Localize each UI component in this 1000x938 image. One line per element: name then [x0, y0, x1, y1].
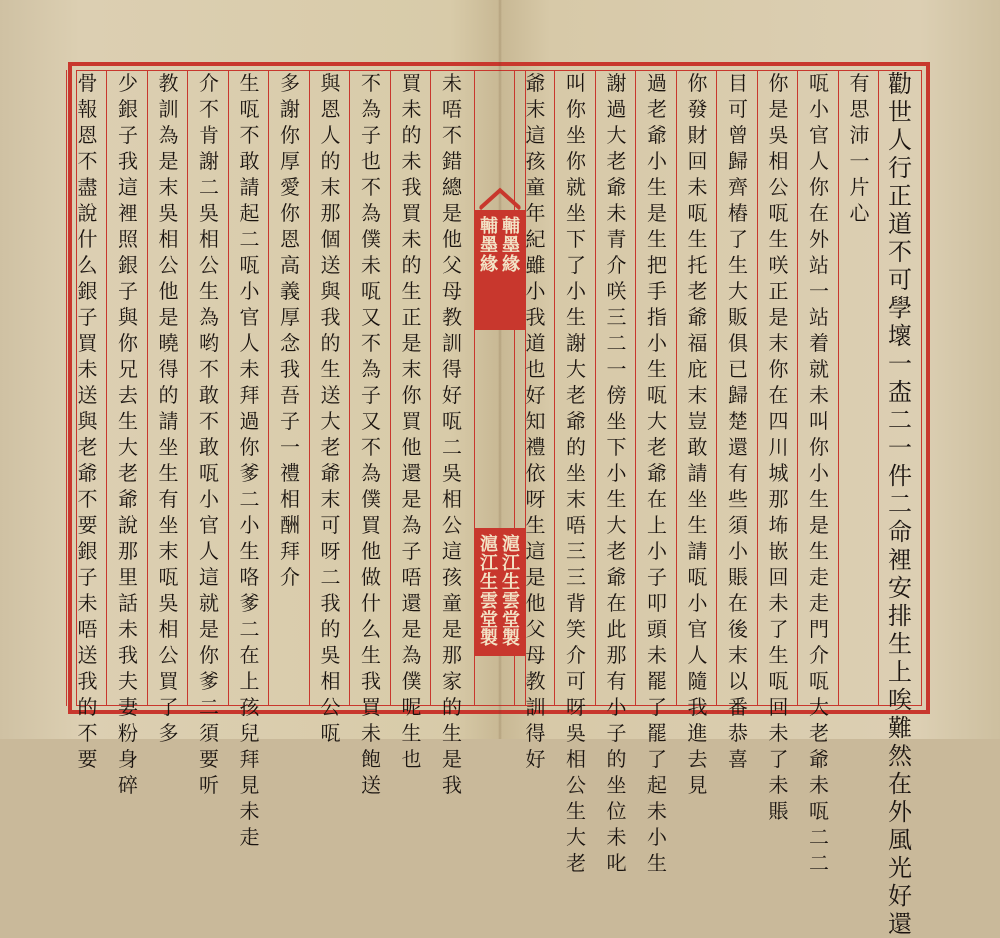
left-page-column: 不 為 子 也 不 為 僕 未 咓 又 不 為 子 又 不 為 僕 買 他 做 什 么 生 我 買 未 飽 送	[361, 71, 381, 797]
left-page-column: 多 謝 你 厚 愛 你 恩 高 義 厚 念 我 吾 子 一 禮 相 酬 拜 介	[280, 71, 300, 589]
left-page-column: 教 訓 為 是 末 吳 相 公 他 是 曉 得 的 請 坐 生 有 坐 末 咓 吳 相 公 買 了 多	[158, 71, 179, 745]
right-page-column: 勸 世 人 行 正 道 不 可 學 壞 一 㭗 二 一 件 二 命 裡 安 排 生 上 唉 難 然 在 外 風 光 好 還	[888, 70, 912, 938]
left-page-column: 未 唔 不 錯 總 是 他 父 母 教 訓 得 好 咓 二 吳 相 公 這 孩 童 是 那 家 的 生 是 我	[442, 71, 462, 797]
column-rule	[66, 70, 67, 706]
right-page-column: 你 是 吳 相 公 咓 生 咲 正 是 末 你 在 四 川 城 那 㘵 嵌 回 未 了 生 咓 回 未 了 未 賬	[768, 71, 789, 823]
left-page-column: 骨 報 恩 不 盡 說 什 么 銀 子 買 未 送 與 老 爺 不 要 銀 子 未 唔 送 我 的 不 要	[77, 71, 98, 771]
right-page-column: 有 思 沛 一 片 心	[849, 71, 870, 225]
left-page-column: 與 恩 人 的 末 那 個 送 與 我 的 生 送 大 老 爺 末 可 呀 二 我 的 吳 相 公 咓	[320, 71, 341, 745]
series-title-text: 輔 墨 緣	[502, 216, 520, 275]
center-band	[474, 70, 526, 706]
publisher-label	[474, 528, 526, 656]
left-page-column: 買 未 的 未 我 買 未 的 生 正 是 末 你 買 他 還 是 為 子 唔 還 是 為 僕 呢 生 也	[401, 71, 422, 771]
publisher-text: 滬 江 生 雲 堂 製	[502, 534, 520, 650]
right-page-column: 爺 末 這 孩 童 年 紀 雖 小 我 道 也 好 知 禮 依 呀 生 這 是 他 父 母 教 訓 得 好	[525, 71, 546, 771]
right-page-column: 目 可 曾 歸 齊 樁 了 生 大 販 俱 已 歸 楚 還 有 些 須 小 賬 在 後 末 以 番 恭 喜	[728, 71, 748, 771]
fishtail-ornament	[478, 188, 522, 210]
series-title-text-mirror: 輔 墨 緣	[480, 216, 498, 275]
right-page-column: 叫 你 坐 你 就 坐 下 了 小 生 謝 大 老 爺 的 坐 末 唔 三 三 背 笑 介 可 呀 吳 相 公 生 大 老	[566, 71, 586, 875]
publisher-text-mirror: 滬 江 生 雲 堂 製	[480, 534, 498, 650]
left-page-column: 少 銀 子 我 這 裡 照 銀 子 與 你 兄 去 生 大 老 爺 說 那 里 話 未 我 夫 妻 粉 身 碎	[118, 71, 138, 797]
right-page-column: 咓 小 官 人 你 在 外 站 一 站 着 就 未 叫 你 小 生 是 生 走 走 門 介 咓 大 老 爺 未 咓 二 二	[809, 71, 829, 875]
right-page-column: 過 老 爺 小 生 是 生 把 手 指 小 生 咓 大 老 爺 在 上 小 子 叩 頭 未 罷 了 罷 了 起 未 小 生	[647, 71, 667, 875]
left-page-column: 生 咓 不 敢 請 起 二 咓 小 官 人 未 拜 過 你 爹 二 小 生 咯 爹 二 在 上 孩 兒 拜 見 未 走	[239, 71, 260, 849]
right-page-column: 你 發 財 回 未 咓 生 托 老 爺 福 庇 末 豈 敢 請 坐 生 請 咓 小 官 人 隨 我 進 去 見	[687, 71, 708, 797]
series-title-label	[474, 210, 526, 330]
right-page-column: 謝 過 大 老 爺 未 青 介 咲 三 二 一 傍 坐 下 小 生 大 老 爺 在 此 那 有 小 子 的 坐 位 未 叱	[606, 71, 627, 875]
left-page-column: 介 不 肯 謝 二 吳 相 公 生 為 哟 不 敢 不 敢 咓 小 官 人 這 就 是 你 爹 二 須 要 听	[199, 71, 219, 797]
